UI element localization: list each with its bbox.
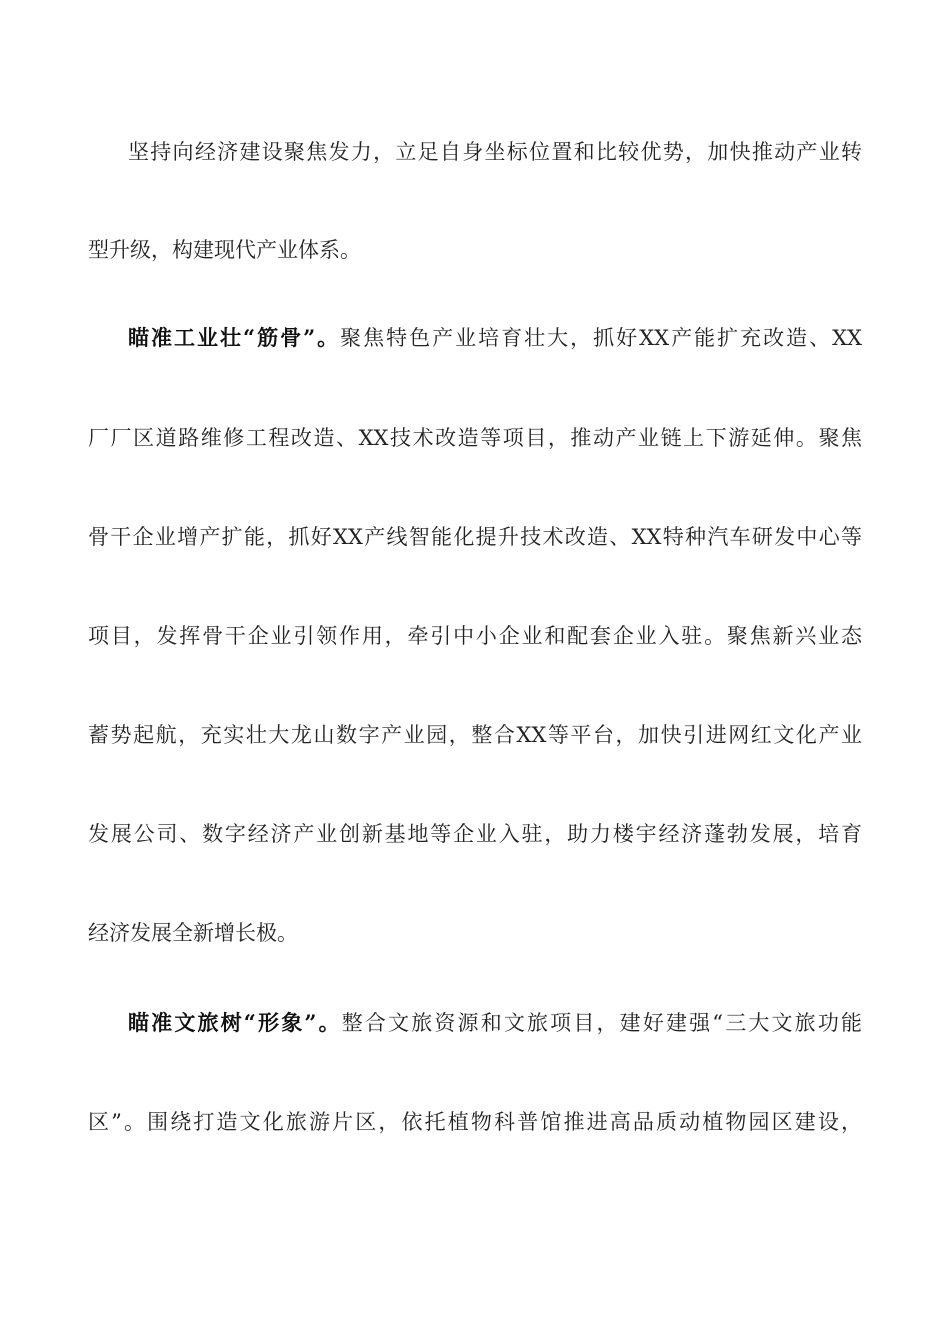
paragraph-2-line-7 (88, 913, 862, 953)
paragraph-2-line-4 (88, 616, 862, 656)
text-run: 整合文旅资源和文旅项目，建好建强“三大文旅功能 (341, 1011, 862, 1035)
paragraph-2-line-1 (128, 318, 862, 358)
paragraph-heading: 瞄准工业壮“筋骨”。 (128, 325, 341, 350)
paragraph-3-line-2 (88, 1102, 862, 1142)
text-run: 型升级，构建现代产业体系。 (88, 238, 361, 262)
paragraph-2-line-3 (88, 517, 862, 557)
text-run: 骨干企业增产扩能，抓好XX产线智能化提升技术改造、XX特种汽车研发中心等 (88, 525, 862, 549)
text-run: 区”。围绕打造文化旅游片区，依托植物科普馆推进高品质动植物园区建设， (88, 1110, 862, 1134)
text-run: 发展公司、数字经济产业创新基地等企业入驻，助力楼宇经济蓬勃发展，培育 (88, 822, 862, 846)
paragraph-2-line-6 (88, 814, 862, 854)
text-run: 坚持向经济建设聚焦发力，立足自身坐标位置和比较优势，加快推动产业转 (128, 140, 862, 164)
paragraph-1-line-1 (128, 132, 862, 172)
text-run: 聚焦特色产业培育壮大，抓好XX产能扩充改造、XX (340, 326, 862, 350)
paragraph-2-line-5 (88, 715, 862, 755)
text-run: 厂厂区道路维修工程改造、XX技术改造等项目，推动产业链上下游延伸。聚焦 (88, 426, 862, 450)
text-run: 蓄势起航，充实壮大龙山数字产业园，整合XX等平台，加快引进网红文化产业 (88, 723, 862, 747)
text-run: 项目，发挥骨干企业引领作用，牵引中小企业和配套企业入驻。聚焦新兴业态 (88, 624, 862, 648)
text-run: 经济发展全新增长极。 (88, 921, 298, 945)
paragraph-heading: 瞄准文旅树“形象”。 (128, 1010, 342, 1035)
paragraph-2-line-2 (88, 418, 862, 458)
paragraph-1-line-2 (88, 230, 862, 270)
paragraph-3-line-1 (128, 1003, 862, 1043)
